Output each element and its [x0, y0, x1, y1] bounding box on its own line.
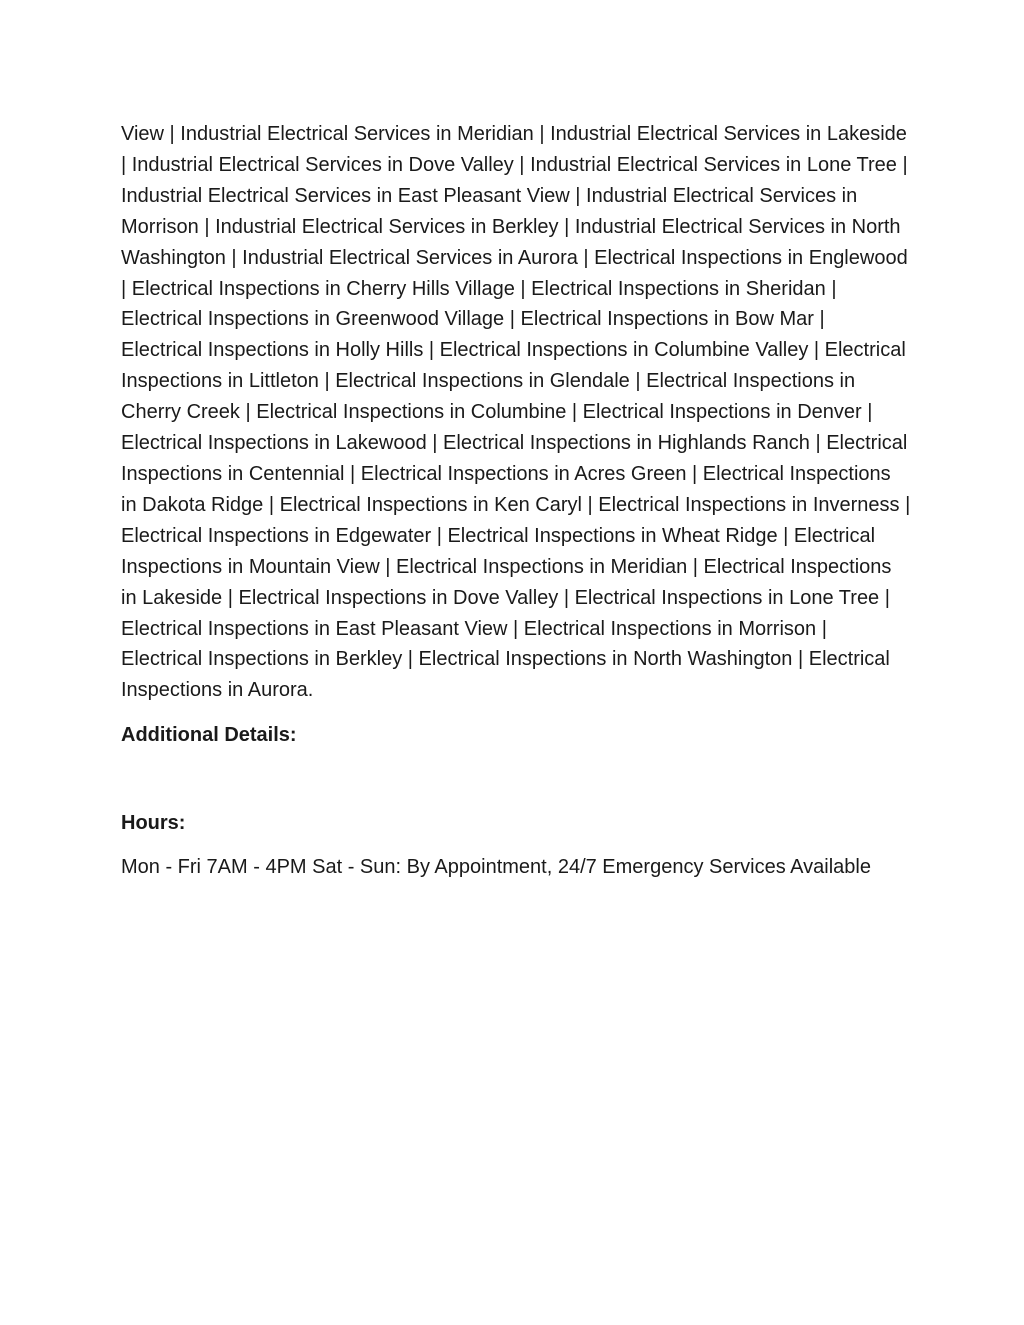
additional-details-heading: Additional Details: — [121, 724, 297, 747]
services-paragraph: View | Industrial Electrical Services in Meridian | Industrial Electrical Services in Lakeside | Industrial Electrical Services in Dove Valley | Industrial Electrical Services in Lone Tree | Industrial Electrical Services in East Pleasant View | Industrial Electrical Services in Morrison | Industrial Electrical Services in Berkley | Industrial Electrical Services in North Washington | Industrial Electrical Services in Aurora | Electrical Inspections in Englewood | Electrical Inspections in Cherry Hills Village | Electrical Inspections in Sheridan | Electrical Inspections in Greenwood Village | Electrical Inspections in Bow Mar | Electrical Inspections in Holly Hills | Electrical Inspections in Columbine Valley | Electrical Inspections in Littleton | Electrical Inspections in Glendale | Electrical Inspections in Cherry Creek | Electrical Inspections in Columbine | Electrical Inspections in Denver | Electrical Inspections in Lakewood | Electrical Inspections in Highlands Ranch | Electrical Inspections in Centennial | Electrical Inspections in Acres Green | Electrical Inspections in Dakota Ridge | Electrical Inspections in Ken Caryl | Electrical Inspections in Inverness | Electrical Inspections in Edgewater | Electrical Inspections in Wheat Ridge | Electrical Inspections in Mountain View | Electrical Inspections in Meridian | Electrical Inspections in Lakeside | Electrical Inspections in Dove Valley | Electrical Inspections in Lone Tree | Electrical Inspections in East Pleasant View | Electrical Inspections in Morrison | Electrical Inspections in Berkley | Electrical Inspections in North Washington | Electrical Inspections in Aurora. — [121, 123, 911, 702]
document-page — [121, 119, 911, 883]
hours-text: Mon - Fri 7AM - 4PM Sat - Sun: By Appointment, 24/7 Emergency Services Available — [121, 856, 871, 879]
hours-heading: Hours: — [121, 812, 186, 835]
